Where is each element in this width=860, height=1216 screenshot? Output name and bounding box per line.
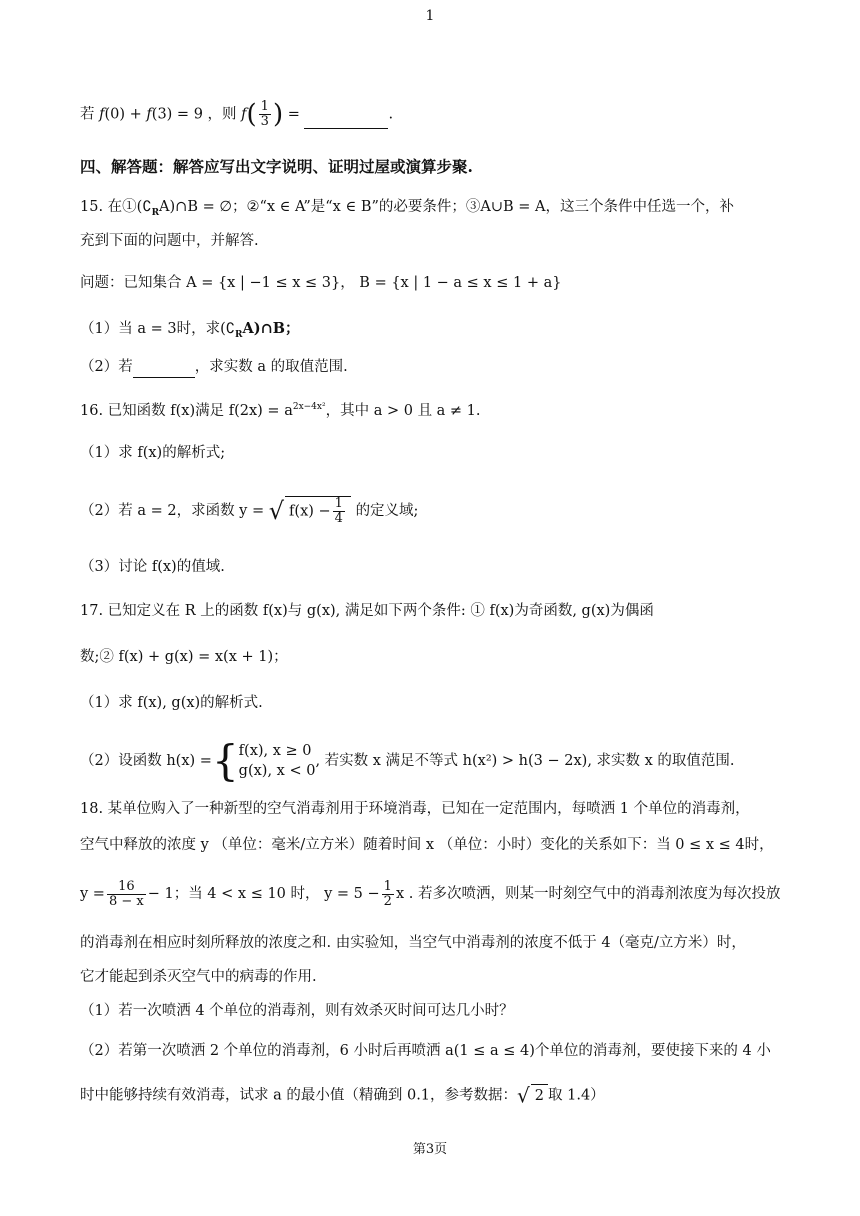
fraction: $\frac{1}{3}$ <box>260 99 269 129</box>
q15-line-4: （1）当 a = 3时，求$(∁_RA)\cap B$； <box>80 320 300 340</box>
q16-line-3: （2）若 a = 2，求函数 y = √ f(x) − $\frac{1}{4}$ 的定义域; <box>80 496 419 526</box>
answer-blank <box>304 114 388 129</box>
q17-line-4: （2）设函数 h(x) = { f(x), x ≥ 0 g(x), x < 0 , 若实数 x 满足不等式 h(x²) > h(3 − 2x), 求实数 x 的取值范围. <box>80 736 735 785</box>
answer-blank <box>133 363 195 378</box>
q18-line-2: 空气中释放的浓度 y （单位：毫米/立方米）随着时间 x （单位：小时）变化的关系如下：当 0 ≤ x ≤ 4时， <box>80 837 774 853</box>
q18-line-5: 它才能起到杀灭空气中的病毒的作用. <box>80 969 317 985</box>
page-footer: 第3页 <box>412 1142 448 1157</box>
q16-line-4: （3）讨论 f(x)的值域. <box>80 559 225 575</box>
q15-line-3: 问题：已知集合 A = {x | −1 ≤ x ≤ 3}， B = {x | 1 − a ≤ x ≤ 1 + a} <box>80 275 562 291</box>
q17-line-1: 17. 已知定义在 R 上的函数 f(x)与 g(x), 满足如下两个条件: ① f(x)为奇函数, g(x)为偶函 <box>80 603 654 619</box>
page-header-number: 1 <box>425 8 435 24</box>
q17-line-3: （1）求 f(x), g(x)的解析式. <box>80 695 263 711</box>
q18-line-7: （2）若第一次喷洒 2 个单位的消毒剂，6 小时后再喷洒 a(1 ≤ a ≤ 4)个单位的消毒剂，要使接下来的 4 小 <box>80 1043 771 1059</box>
q18-line-3: y = $\frac{16}{8 - x}$ − 1；当 4 < x ≤ 10 时， y = 5 − $\frac{1}{2}$ x . 若多次喷洒，则某一时刻空气中的消毒剂浓度为每次投放 <box>80 878 781 909</box>
q18-line-6: （1）若一次喷洒 4 个单位的消毒剂，则有效杀灭时间可达几小时？ <box>80 1003 514 1019</box>
q16-line-1: 16. 已知函数 f(x)满足 $f(2x) = a^{2x-4x^2}$，其中 a > 0 且 a ≠ 1. <box>80 402 481 419</box>
q15-line-5: （2）若 ，求实数 a 的取值范围. <box>80 356 780 378</box>
piecewise-cases: f(x), x ≥ 0 g(x), x < 0 <box>238 743 316 779</box>
section-heading: 四、解答题：解答应写出文字说明、证明过屋或演算步聚. <box>80 157 473 176</box>
q16-line-2: （1）求 f(x)的解析式; <box>80 445 226 461</box>
q15-line-1: 15. 在$①(∁_RA)\cap B$ = ∅；②“x ∈ A”是“x ∈ B”的必要条件；③A∪B = A，这三个条件中任选一个，补 <box>80 199 734 218</box>
question-14-tail: 若 f(0) + f(3) = 9 ，则 f( $\frac{1}{3}$ ) = . <box>80 99 394 130</box>
q17-line-2: 数;② f(x) + g(x) = x(x + 1)； <box>80 649 288 665</box>
q18-line-8: 时中能够持续有效消毒，试求 a 的最小值（精确到 0.1，参考数据：√ 2 取 1.4） <box>80 1083 605 1108</box>
q18-line-4: 的消毒剂在相应时刻所释放的浓度之和. 由实验知，当空气中消毒剂的浓度不低于 4（毫克/立方米）时， <box>80 935 746 951</box>
q15-line-2: 充到下面的问题中，并解答. <box>80 233 259 249</box>
q18-line-1: 18. 某单位购入了一种新型的空气消毒剂用于环境消毒，已知在一定范围内，每喷洒 1 个单位的消毒剂， <box>80 801 750 817</box>
sqrt-expression: f(x) − $\frac{1}{4}$ <box>285 496 351 526</box>
